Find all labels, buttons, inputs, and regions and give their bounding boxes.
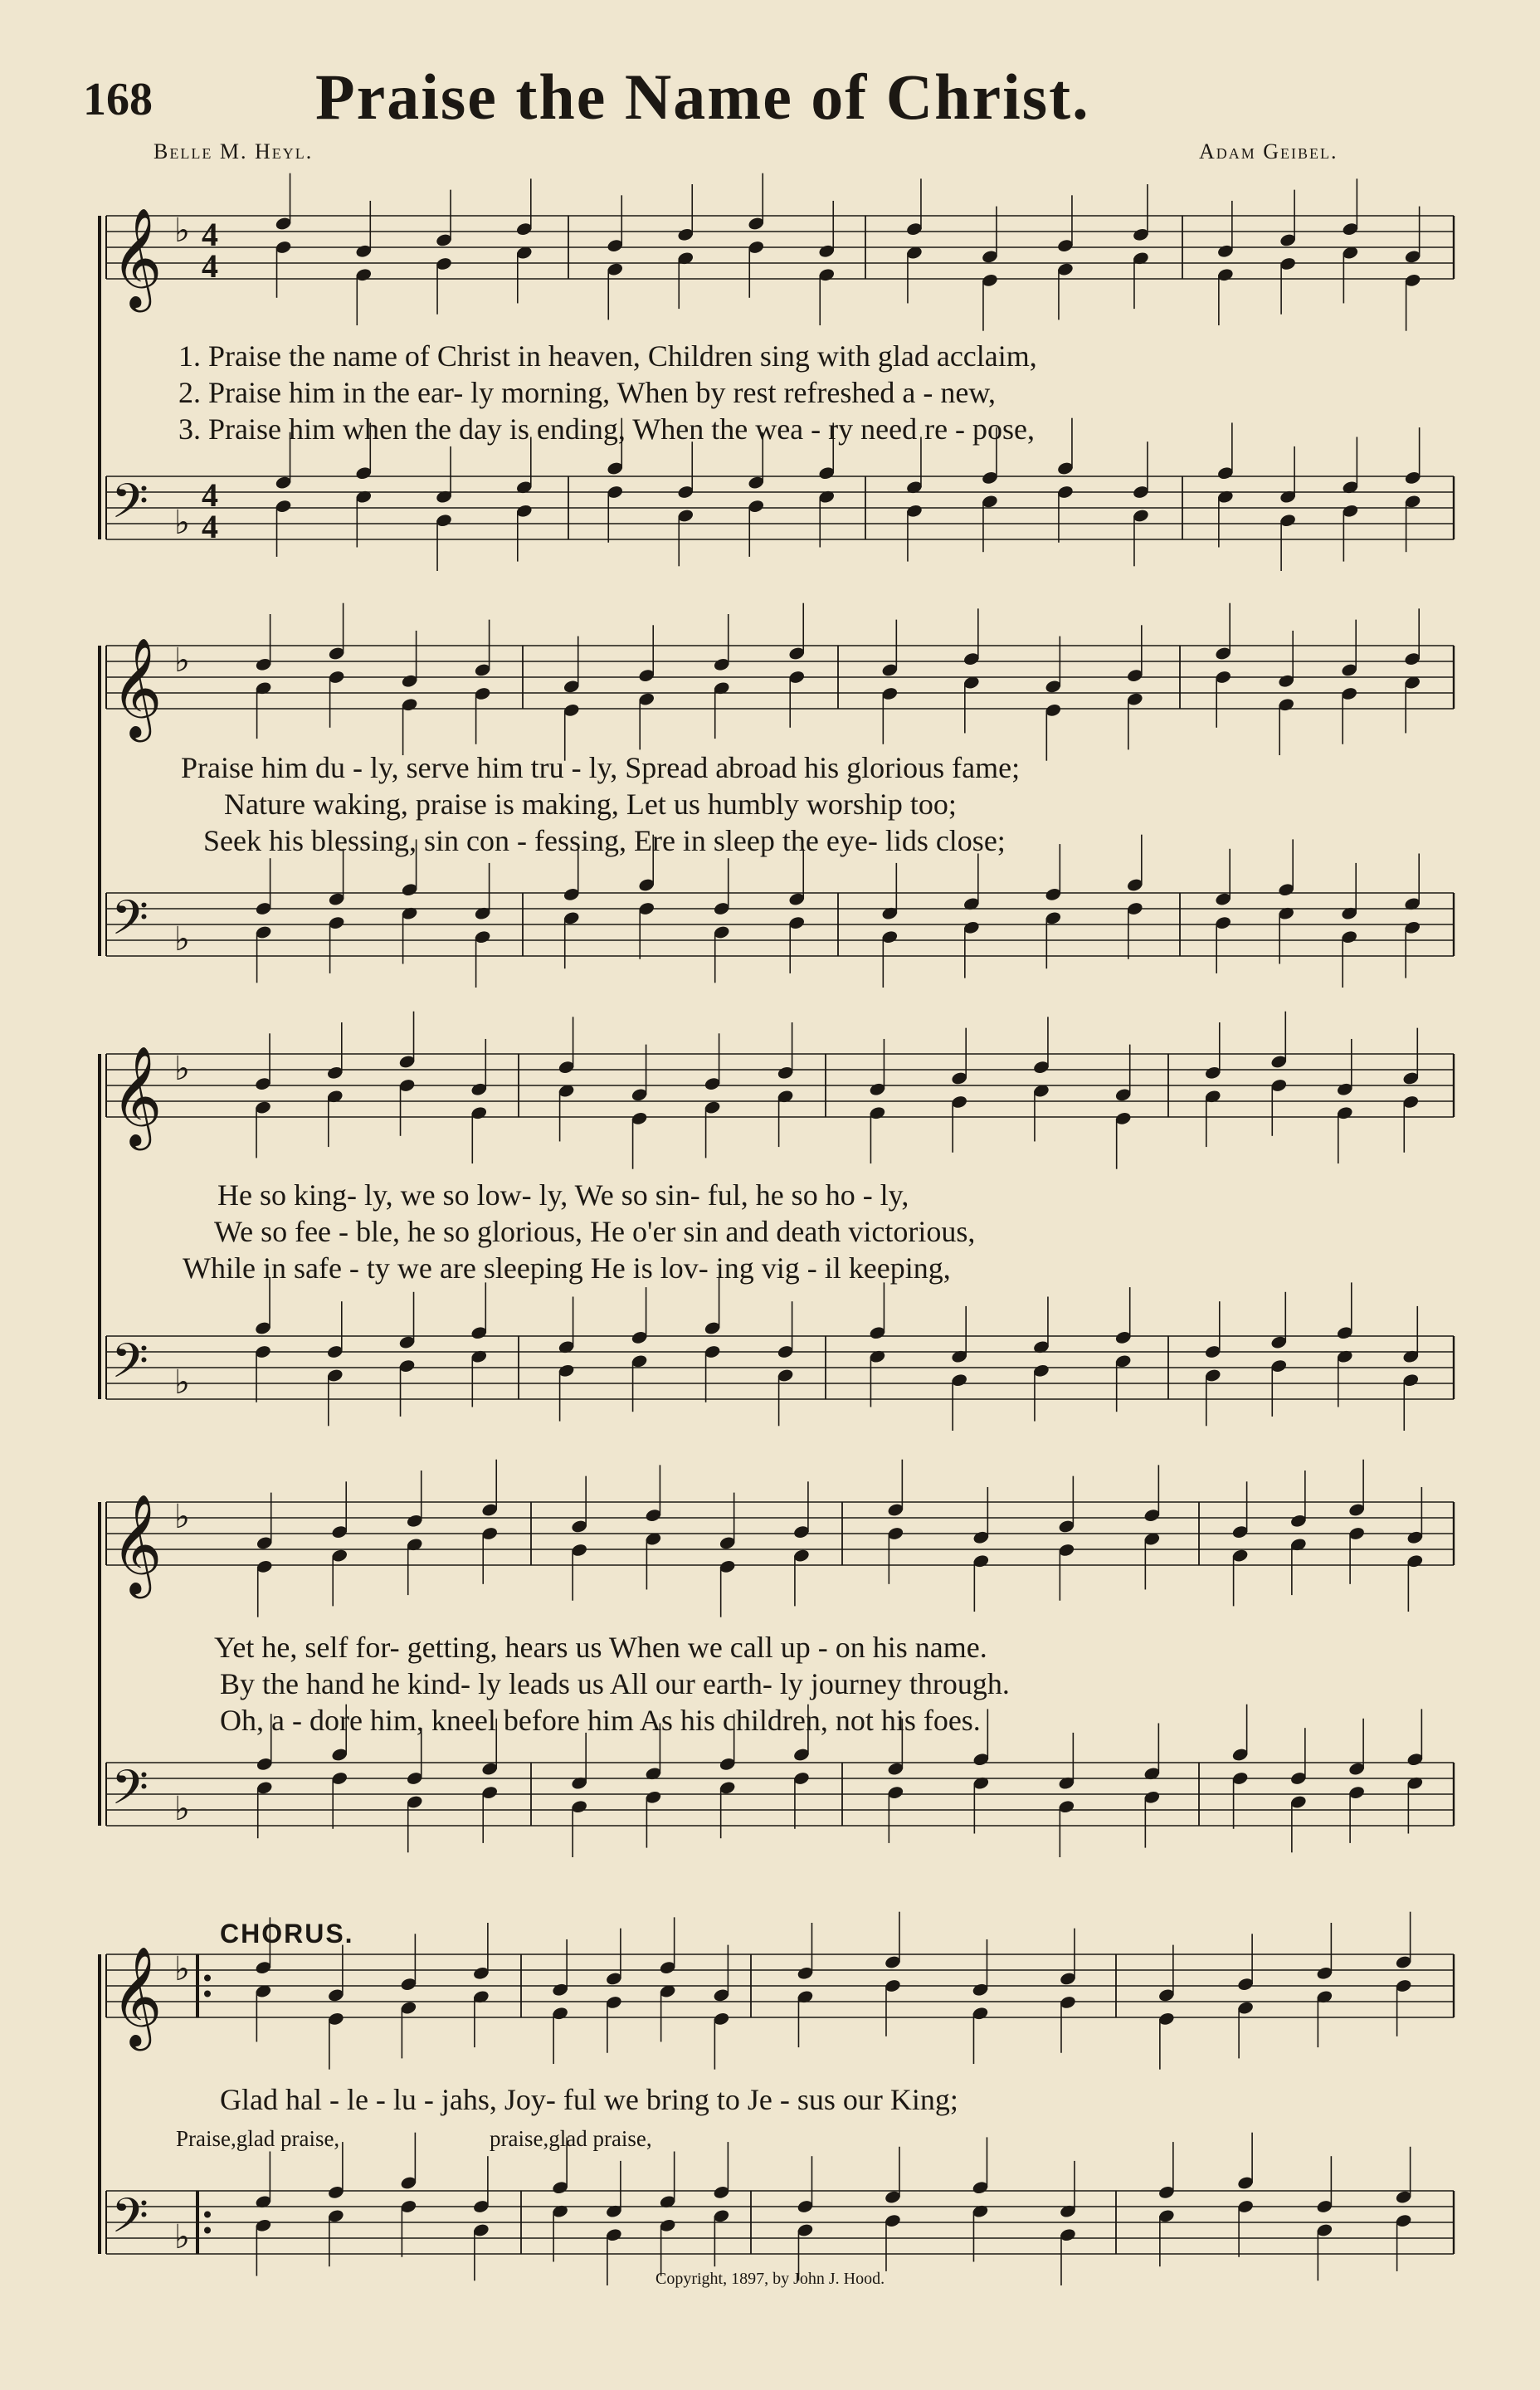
hymn-title: Praise the Name of Christ.: [315, 61, 1090, 133]
repeat-dot: [204, 2227, 211, 2234]
flat-sign-icon: ♭: [174, 641, 190, 680]
flat-sign-icon: ♭: [174, 2218, 190, 2256]
repeat-dot: [204, 1975, 211, 1982]
treble-clef-icon: 𝄞: [111, 1045, 163, 1146]
flat-sign-icon: ♭: [174, 212, 190, 250]
flat-sign-icon: ♭: [174, 920, 190, 958]
treble-clef-icon: 𝄞: [111, 637, 163, 738]
lyric-verse3-line2: Seek his blessing, sin con - fessing, Ere in sleep the eye- lids close;: [203, 824, 1006, 857]
chorus-echo-1: Praise,glad praise,: [176, 2126, 340, 2151]
time-signature-top: 4: [202, 476, 218, 514]
chorus-label: CHORUS.: [220, 1919, 354, 1949]
chorus-echo-2: praise,glad praise,: [490, 2126, 652, 2151]
bass-clef-icon: 𝄢: [111, 2188, 149, 2256]
repeat-dot: [204, 2212, 211, 2218]
flat-sign-icon: ♭: [174, 504, 190, 542]
page-number: 168: [83, 74, 153, 125]
time-signature-bottom: 4: [202, 247, 218, 285]
lyric-verse3-line4: Oh, a - dore him, kneel before him As his children, not his foes.: [220, 1704, 981, 1737]
flat-sign-icon: ♭: [174, 1363, 190, 1402]
treble-clef-icon: 𝄞: [111, 1493, 163, 1594]
bass-clef-icon: 𝄢: [111, 473, 149, 541]
repeat-dot: [204, 1991, 211, 1997]
composer-credit: Adam Geibel.: [1199, 139, 1338, 163]
bass-clef-icon: 𝄢: [111, 1333, 149, 1401]
lyric-verse1-line3: He so king- ly, we so low- ly, We so sin- ful, he so ho - ly,: [217, 1178, 909, 1212]
chorus-lyric: Glad hal - le - lu - jahs, Joy- ful we bring to Je - sus our King;: [220, 2083, 958, 2116]
lyric-verse1-line4: Yet he, self for- getting, hears us When we call up - on his name.: [214, 1631, 987, 1664]
treble-clef-icon: 𝄞: [111, 207, 163, 308]
flat-sign-icon: ♭: [174, 1950, 190, 1988]
lyric-verse3-line3: While in safe - ty we are sleeping He is lov- ing vig - il keeping,: [183, 1251, 951, 1285]
lyricist-credit: Belle M. Heyl.: [154, 139, 314, 163]
flat-sign-icon: ♭: [174, 1498, 190, 1536]
lyric-verse2-line4: By the hand he kind- ly leads us All our earth- ly journey through.: [220, 1667, 1010, 1700]
time-signature-bottom: 4: [202, 508, 218, 545]
treble-clef-icon: 𝄞: [111, 1945, 163, 2046]
lyric-verse3-line1: 3. Praise him when the day is ending, When the wea - ry need re - pose,: [178, 412, 1036, 446]
lyric-verse1-line2: Praise him du - ly, serve him tru - ly, Spread abroad his glorious fame;: [181, 751, 1021, 784]
time-signature-top: 4: [202, 216, 218, 253]
flat-sign-icon: ♭: [174, 1050, 190, 1088]
flat-sign-icon: ♭: [174, 1790, 190, 1828]
lyric-verse2-line2: Nature waking, praise is making, Let us humbly worship too;: [224, 788, 957, 821]
lyric-verse2-line1: 2. Praise him in the ear- ly morning, When by rest refreshed a - new,: [178, 376, 996, 409]
bass-clef-icon: 𝄢: [111, 1759, 149, 1827]
bass-clef-icon: 𝄢: [111, 890, 149, 958]
copyright-notice: Copyright, 1897, by John J. Hood.: [655, 2270, 885, 2288]
lyric-verse2-line3: We so fee - ble, he so glorious, He o'er sin and death victorious,: [214, 1215, 976, 1248]
lyric-verse1-line1: 1. Praise the name of Christ in heaven, Children sing with glad acclaim,: [178, 339, 1037, 373]
